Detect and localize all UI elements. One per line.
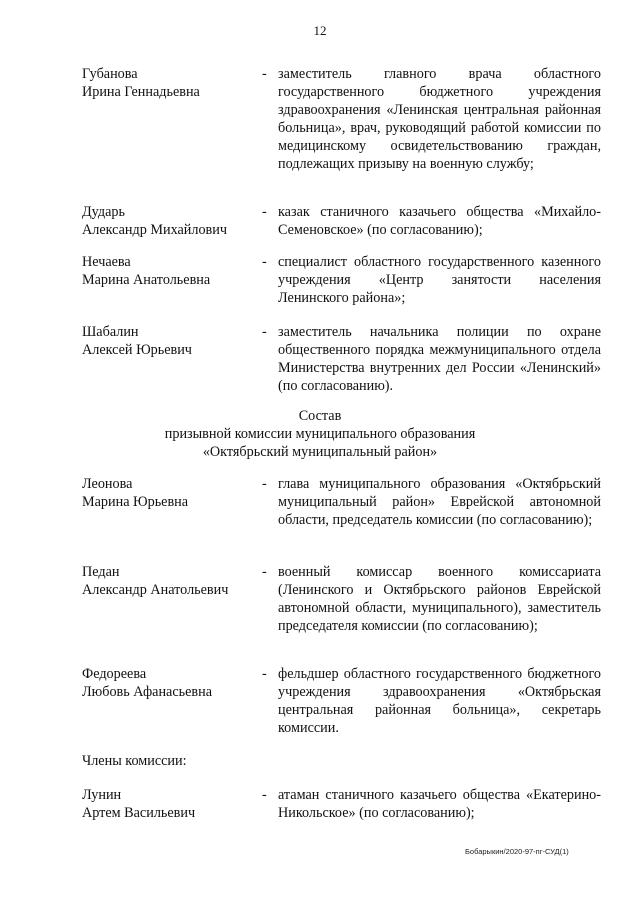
members-heading: Члены комиссии: [82,753,187,769]
member-role: военный комиссар военного комиссариата (Ленинского и Октябрьского районов Еврейской автономной области, муниципального), заместитель председателя комиссии (по согласованию); [278,564,601,634]
member-name [82,253,262,289]
dash-separator: - [262,476,267,492]
member-given-names: Александр Михайлович [82,222,227,238]
member-surname: Леонова [82,476,133,492]
member-surname: Шабалин [82,324,139,340]
section-heading-district: «Октябрьский муниципальный район» [202,444,438,460]
member-role: казак станичного казачьего общества «Михайло-Семеновское» (по согласованию); [278,204,601,238]
member-surname: Дударь [82,204,125,220]
section-heading: Состав [298,408,342,424]
member-given-names: Алексей Юрьевич [82,342,192,358]
member-given-names: Марина Анатольевна [82,272,211,288]
dash-separator: - [262,666,267,682]
member-name [82,786,262,822]
member-surname: Лунин [82,787,122,803]
member-surname: Нечаева [82,254,131,270]
member-given-names: Артем Васильевич [82,805,196,821]
dash-separator: - [262,787,267,803]
member-role: атаман станичного казачьего общества «Екатерино-Никольское» (по согласованию); [278,787,601,821]
member-given-names: Любовь Афанасьевна [82,684,212,700]
member-given-names: Марина Юрьевна [82,494,189,510]
member-role: заместитель главного врача областного государственного бюджетного учреждения здравоохранения «Ленинская центральная районная больница», врач, руководящий работой комиссии по медицинскому освидетельствованию граждан, подлежащих призыву на военную службу; [278,66,601,172]
member-name [82,323,262,359]
document-footer-code: Бобарыкин/2020-97-пг-СУД(1) [465,847,569,856]
member-given-names: Александр Анатольевич [82,582,229,598]
dash-separator: - [262,66,267,82]
member-role: специалист областного государственного казенного учреждения «Центр занятости населения Ленинского района»; [278,254,601,306]
section-heading-commission: призывной комиссии муниципального образования [164,426,476,442]
member-role: заместитель начальника полиции по охране общественного порядка межмуниципального отдела Министерства внутренних дел России «Ленинский» (по согласованию). [278,324,601,394]
member-name [82,65,262,101]
member-surname: Педан [82,564,120,580]
dash-separator: - [262,324,267,340]
member-surname: Федореева [82,666,147,682]
member-surname: Губанова [82,66,138,82]
member-role: фельдшер областного государственного бюджетного учреждения здравоохранения «Октябрьская центральная районная больница», секретарь комиссии. [278,666,601,736]
member-given-names: Ирина Геннадьевна [82,84,200,100]
dash-separator: - [262,254,267,270]
page-number: 12 [313,23,327,38]
member-name [82,203,262,239]
member-name [82,475,262,511]
member-name [82,665,262,701]
dash-separator: - [262,564,267,580]
member-role: глава муниципального образования «Октябрьский муниципальный район» Еврейской автономной области, председатель комиссии (по согласованию); [278,476,601,528]
dash-separator: - [262,204,267,220]
member-name [82,563,262,599]
